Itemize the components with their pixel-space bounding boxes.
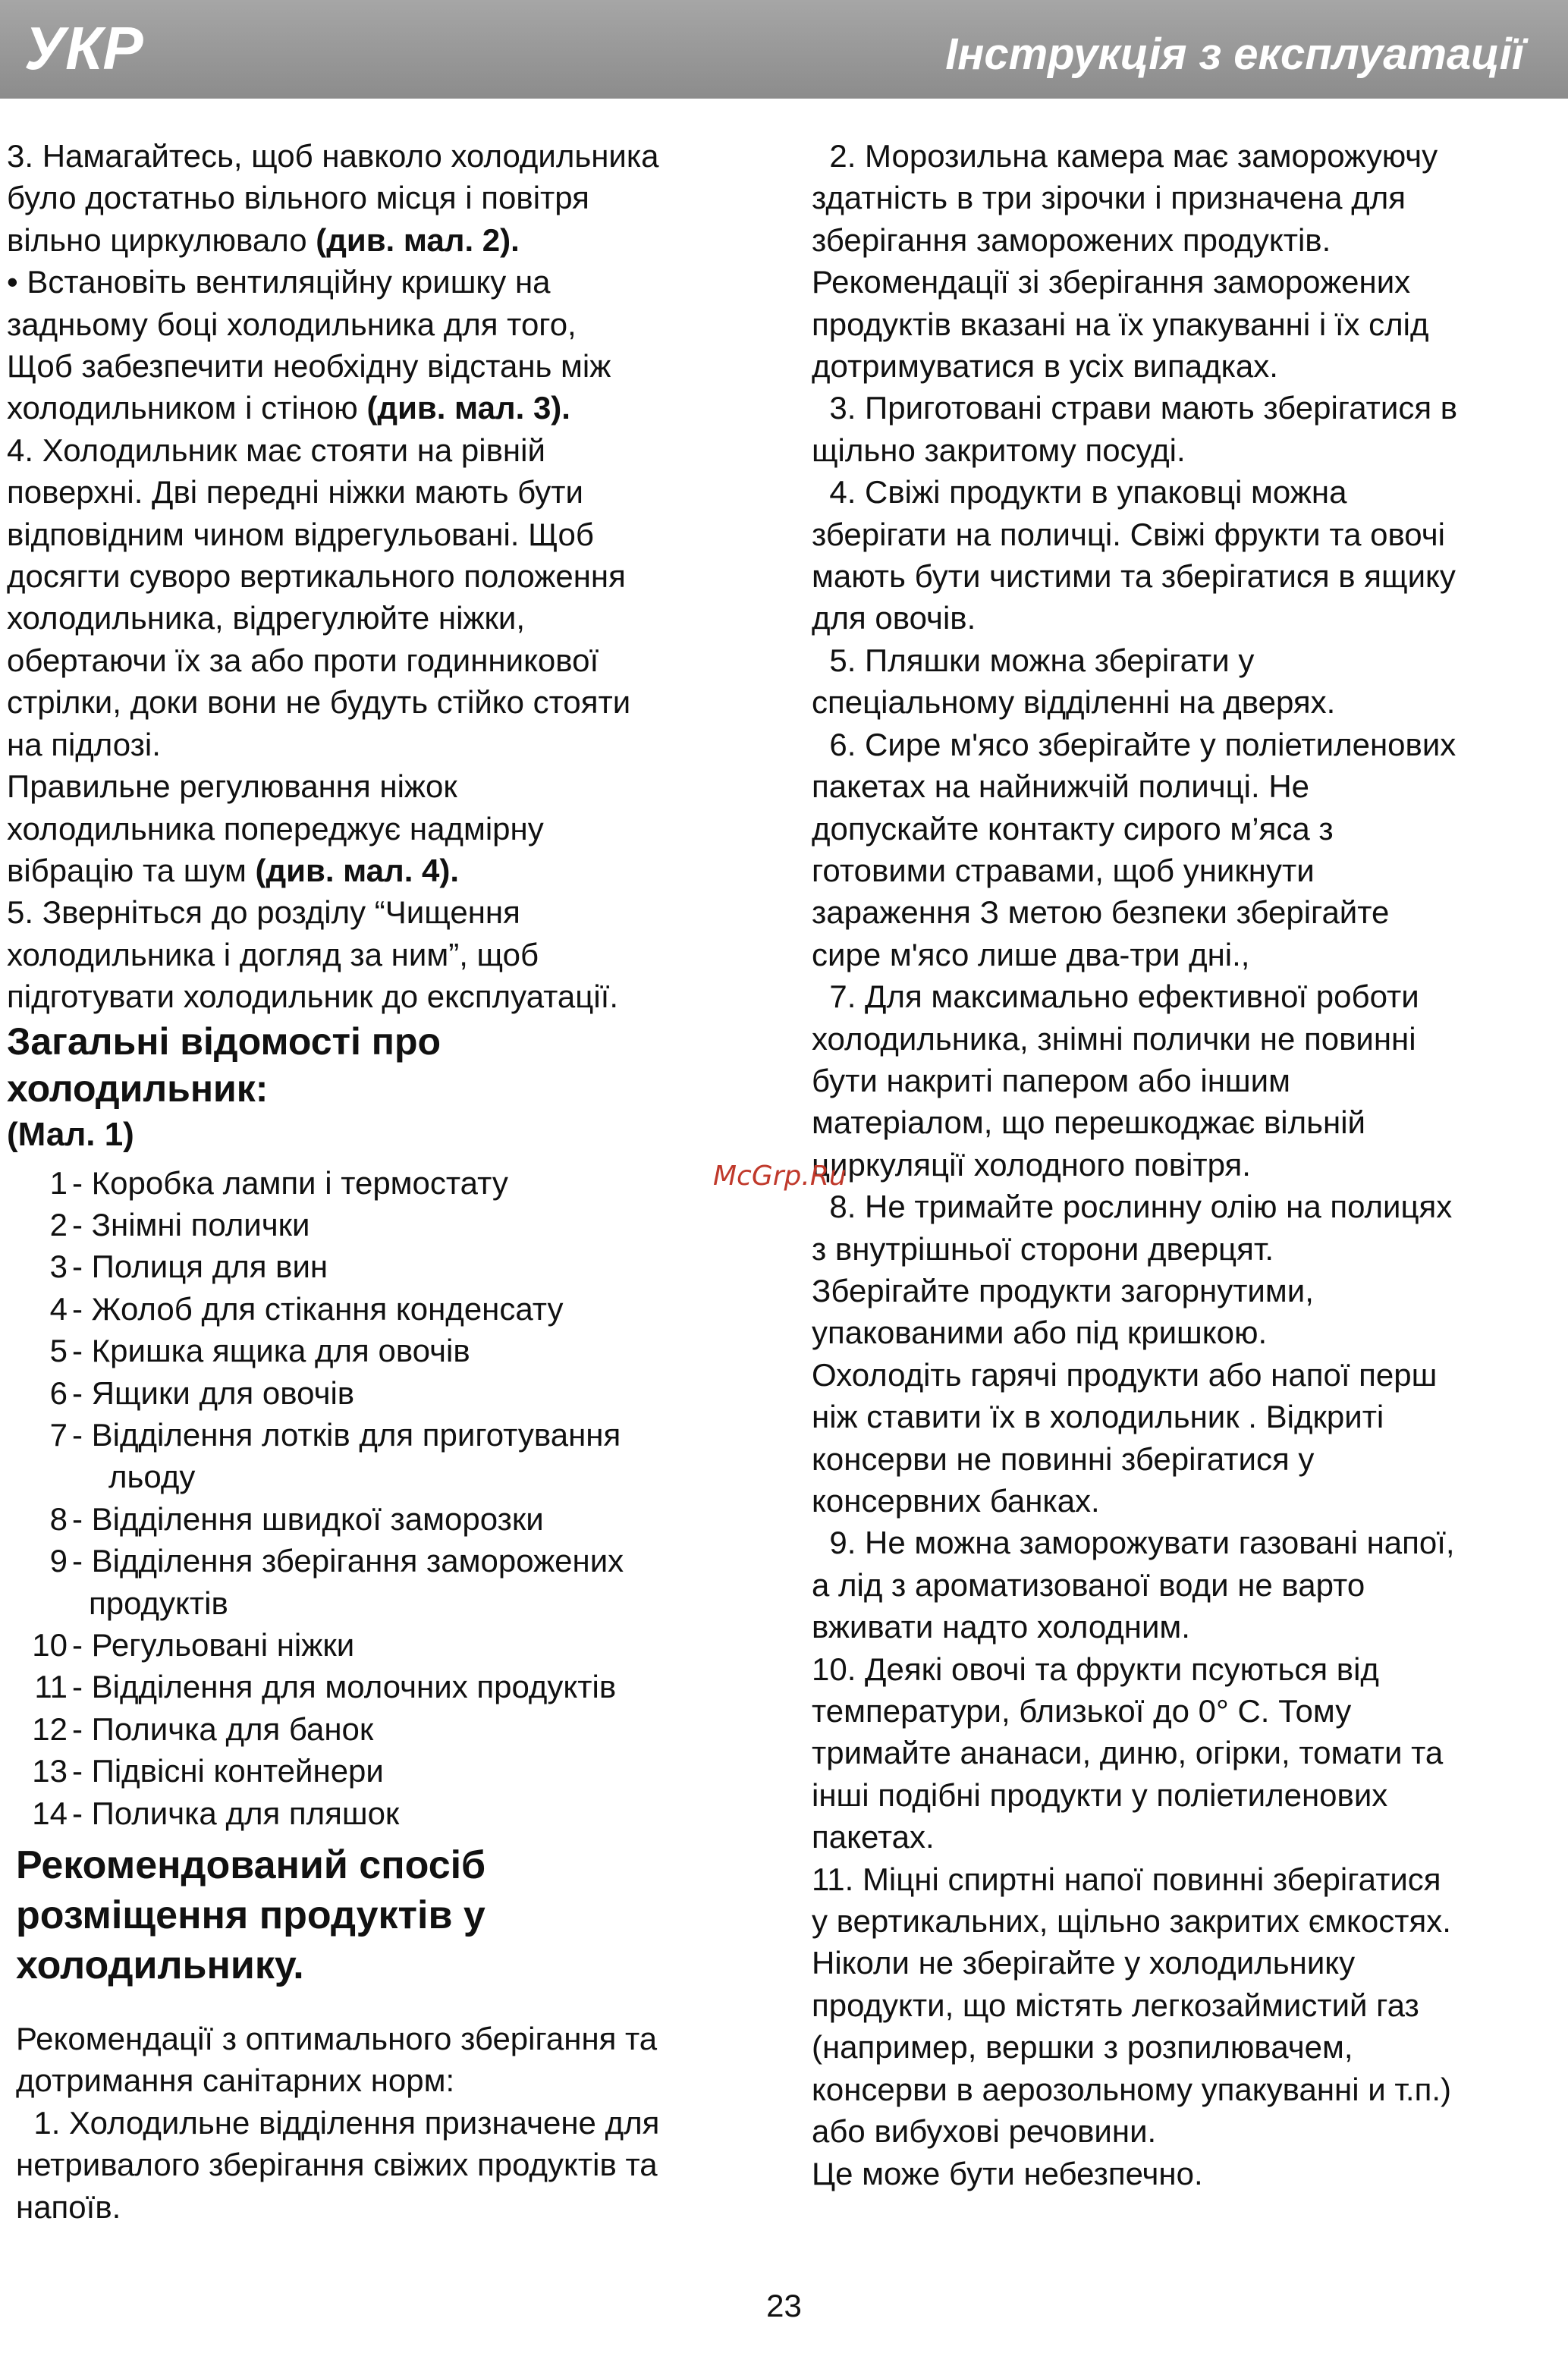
paragraph-line: (например, вершки з розпилювачем, bbox=[812, 2029, 1353, 2066]
page-header bbox=[0, 0, 1568, 99]
paragraph-line: продукти, що містять легкозаймистий газ bbox=[812, 1987, 1419, 2023]
parts-list-item: 8 - Відділення швидкої заморозки bbox=[49, 1500, 544, 1537]
paragraph-line: холодильником і стіною (див. мал. 3). bbox=[7, 390, 570, 426]
paragraph-line: поверхні. Дві передні ніжки мають бути bbox=[7, 474, 583, 510]
paragraph-line: зберігання заморожених продуктів. bbox=[812, 221, 1331, 258]
paragraph-line: Щоб забезпечити необхідну відстань між bbox=[7, 348, 611, 385]
paragraph-line: тримайте ананаси, диню, огірки, томати та bbox=[812, 1735, 1444, 1771]
paragraph-line: пакетах. bbox=[812, 1819, 935, 1855]
section-heading: розміщення продуктів у bbox=[16, 1893, 485, 1938]
parts-list-item: 14 - Поличка для пляшок bbox=[32, 1795, 400, 1831]
section-heading: холодильнику. bbox=[16, 1943, 304, 1988]
parts-list-item: 1 - Коробка лампи і термостату bbox=[49, 1164, 508, 1201]
parts-list-item: 10 - Регульовані ніжки bbox=[32, 1627, 355, 1663]
paragraph-line: сире м'ясо лише два-три дні., bbox=[812, 936, 1250, 972]
figure-reference: (див. мал. 3). bbox=[366, 390, 570, 426]
paragraph-line: упакованими або під кришкою. bbox=[812, 1315, 1268, 1351]
paragraph-line: Це може бути небезпечно. bbox=[812, 2155, 1203, 2191]
watermark: McGrp.Ru bbox=[713, 1161, 847, 1192]
paragraph-line: для овочів. bbox=[812, 600, 976, 636]
paragraph-line: з внутрішньої сторони дверцят. bbox=[812, 1230, 1274, 1267]
paragraph-line: стрілки, доки вони не будуть стійко стояти bbox=[7, 684, 631, 721]
paragraph-line: продуктів вказані на їх упакуванні і їх слід bbox=[812, 306, 1429, 342]
paragraph-line: 5. Зверніться до розділу “Чищення bbox=[7, 894, 520, 931]
paragraph-line: холодильника, знімні полички не повинні bbox=[812, 1020, 1416, 1057]
paragraph-line: циркуляції холодного повітря. bbox=[812, 1146, 1251, 1183]
parts-list-item: 11 - Відділення для молочних продуктів bbox=[34, 1669, 617, 1705]
parts-list-item-continuation: льоду bbox=[108, 1459, 196, 1495]
paragraph-line: 5. Пляшки можна зберігати у bbox=[812, 642, 1255, 678]
paragraph-line: напоїв. bbox=[16, 2188, 121, 2225]
parts-list-item: 12 - Поличка для банок bbox=[32, 1711, 374, 1747]
paragraph-line: нетривалого зберігання свіжих продуктів та bbox=[16, 2147, 658, 2183]
paragraph-line: 2. Морозильна камера має заморожуючу bbox=[812, 138, 1438, 174]
paragraph-line: Зберігайте продукти загорнутими, bbox=[812, 1272, 1314, 1308]
document-title: Інструкція з експлуатації bbox=[945, 30, 1524, 79]
parts-list-item-continuation: продуктів bbox=[89, 1585, 228, 1621]
paragraph-line: 4. Холодильник має стояти на рівній bbox=[7, 432, 545, 468]
paragraph-line: допускайте контакту сирого м’яса з bbox=[812, 810, 1334, 847]
paragraph-line: Рекомендації зі зберігання заморожених bbox=[812, 264, 1411, 300]
paragraph-line: готовими стравами, щоб уникнути bbox=[812, 852, 1315, 888]
paragraph-line: • Встановіть вентиляційну кришку на bbox=[7, 264, 551, 300]
paragraph-line: ніж ставити їх в холодильник . Відкриті bbox=[812, 1399, 1384, 1435]
paragraph-line: обертаючи їх за або проти годинникової bbox=[7, 642, 599, 678]
paragraph-line: консервних банках. bbox=[812, 1483, 1100, 1519]
paragraph-line: бути накриті папером або іншим bbox=[812, 1062, 1290, 1098]
paragraph-line: холодильника, відрегулюйте ніжки, bbox=[7, 600, 526, 636]
paragraph-line: вільно циркулювало (див. мал. 2). bbox=[7, 221, 520, 258]
paragraph-line: холодильника і догляд за ним”, щоб bbox=[7, 936, 539, 972]
paragraph-line: 10. Деякі овочі та фрукти псуються від bbox=[812, 1651, 1379, 1687]
figure-label: (Мал. 1) bbox=[7, 1115, 134, 1153]
paragraph-line: зберігати на поличці. Свіжі фрукти та овочі bbox=[812, 516, 1445, 552]
paragraph-line: 9. Не можна заморожувати газовані напої, bbox=[812, 1525, 1455, 1561]
paragraph-line: вживати надто холодним. bbox=[812, 1609, 1190, 1645]
paragraph-line: 7. Для максимально ефективної роботи bbox=[812, 979, 1419, 1015]
parts-list-item: 7 - Відділення лотків для приготування bbox=[49, 1416, 621, 1453]
paragraph-line: здатність в три зірочки і призначена для bbox=[812, 180, 1406, 216]
section-heading: Рекомендований спосіб bbox=[16, 1843, 486, 1888]
paragraph-line: 3. Намагайтесь, щоб навколо холодильника bbox=[7, 138, 659, 174]
language-label: УКР bbox=[24, 14, 143, 82]
paragraph-line: інші подібні продукти у поліетиленових bbox=[812, 1777, 1388, 1813]
parts-list-item: 13 - Підвісні контейнери bbox=[32, 1753, 384, 1789]
figure-reference: (див. мал. 4). bbox=[255, 852, 460, 888]
paragraph-line: консерви не повинні зберігатися у bbox=[812, 1440, 1315, 1477]
paragraph-line: відповідним чином відрегульовані. Щоб bbox=[7, 516, 594, 552]
paragraph-line: дотримуватися в усіх випадках. bbox=[812, 348, 1278, 385]
paragraph-line: 1. Холодильне відділення призначене для bbox=[16, 2104, 660, 2141]
paragraph-line: 4. Свіжі продукти в упаковці можна bbox=[812, 474, 1347, 510]
paragraph-line: матеріалом, що перешкоджає вільній bbox=[812, 1104, 1366, 1141]
paragraph-line: 6. Сире м'ясо зберігайте у поліетиленових bbox=[812, 726, 1456, 762]
right-column bbox=[812, 135, 1563, 2194]
paragraph-line: мають бути чистими та зберігатися в ящику bbox=[812, 558, 1456, 595]
paragraph-line: спеціальному відділенні на дверях. bbox=[812, 684, 1336, 721]
paragraph-line: було достатньо вільного місця і повітря bbox=[7, 180, 589, 216]
paragraph-line: консерви в аерозольному упакуванні и т.п.) bbox=[812, 2071, 1451, 2107]
paragraph-line: підготувати холодильник до експлуатації. bbox=[7, 979, 618, 1015]
paragraph-line: вібрацію та шум (див. мал. 4). bbox=[7, 852, 460, 888]
figure-reference: (див. мал. 2). bbox=[316, 221, 520, 258]
paragraph-line: Рекомендації з оптимального зберігання та bbox=[16, 2021, 658, 2057]
parts-list-item: 2 - Знімні полички bbox=[49, 1206, 310, 1242]
paragraph-line: зараження З метою безпеки зберігайте bbox=[812, 894, 1390, 931]
paragraph-line: щільно закритому посуді. bbox=[812, 432, 1186, 468]
parts-list-item: 3 - Полиця для вин bbox=[49, 1249, 328, 1285]
paragraph-line: задньому боці холодильника для того, bbox=[7, 306, 577, 342]
paragraph-line: у вертикальних, щільно закритих ємкостях. bbox=[812, 1903, 1451, 1940]
paragraph-line: на підлозі. bbox=[7, 726, 161, 762]
parts-list-item: 9 - Відділення зберігання заморожених bbox=[49, 1543, 624, 1579]
parts-list-item: 5 - Кришка ящика для овочів bbox=[49, 1333, 470, 1369]
paragraph-line: 11. Міцні спиртні напої повинні зберігатися bbox=[812, 1861, 1441, 1897]
paragraph-line: 3. Приготовані страви мають зберігатися в bbox=[812, 390, 1458, 426]
section-heading: холодильник: bbox=[7, 1067, 269, 1110]
paragraph-line: а лід з ароматизованої води не варто bbox=[812, 1566, 1365, 1603]
paragraph-line: пакетах на найнижчій поличці. Не bbox=[812, 768, 1310, 805]
paragraph-line: Правильне регулювання ніжок bbox=[7, 768, 457, 805]
parts-list-item: 6 - Ящики для овочів bbox=[49, 1374, 355, 1411]
paragraph-line: 8. Не тримайте рослинну олію на полицях bbox=[812, 1189, 1453, 1225]
parts-list-item: 4 - Жолоб для стікання конденсату bbox=[49, 1290, 564, 1327]
paragraph-line: Охолодіть гарячі продукти або напої перш bbox=[812, 1356, 1438, 1393]
paragraph-line: температури, близької до 0° С. Тому bbox=[812, 1693, 1352, 1729]
paragraph-line: холодильника попереджує надмірну bbox=[7, 810, 544, 847]
page-number: 23 bbox=[766, 2288, 802, 2323]
paragraph-line: Ніколи не зберігайте у холодильнику bbox=[812, 1945, 1356, 1981]
paragraph-line: дотримання санітарних норм: bbox=[16, 2062, 455, 2099]
paragraph-line: досягти суворо вертикального положення bbox=[7, 558, 626, 595]
section-heading: Загальні відомості про bbox=[7, 1019, 441, 1063]
paragraph-line: або вибухові речовини. bbox=[812, 2113, 1157, 2150]
left-column bbox=[7, 135, 765, 2228]
